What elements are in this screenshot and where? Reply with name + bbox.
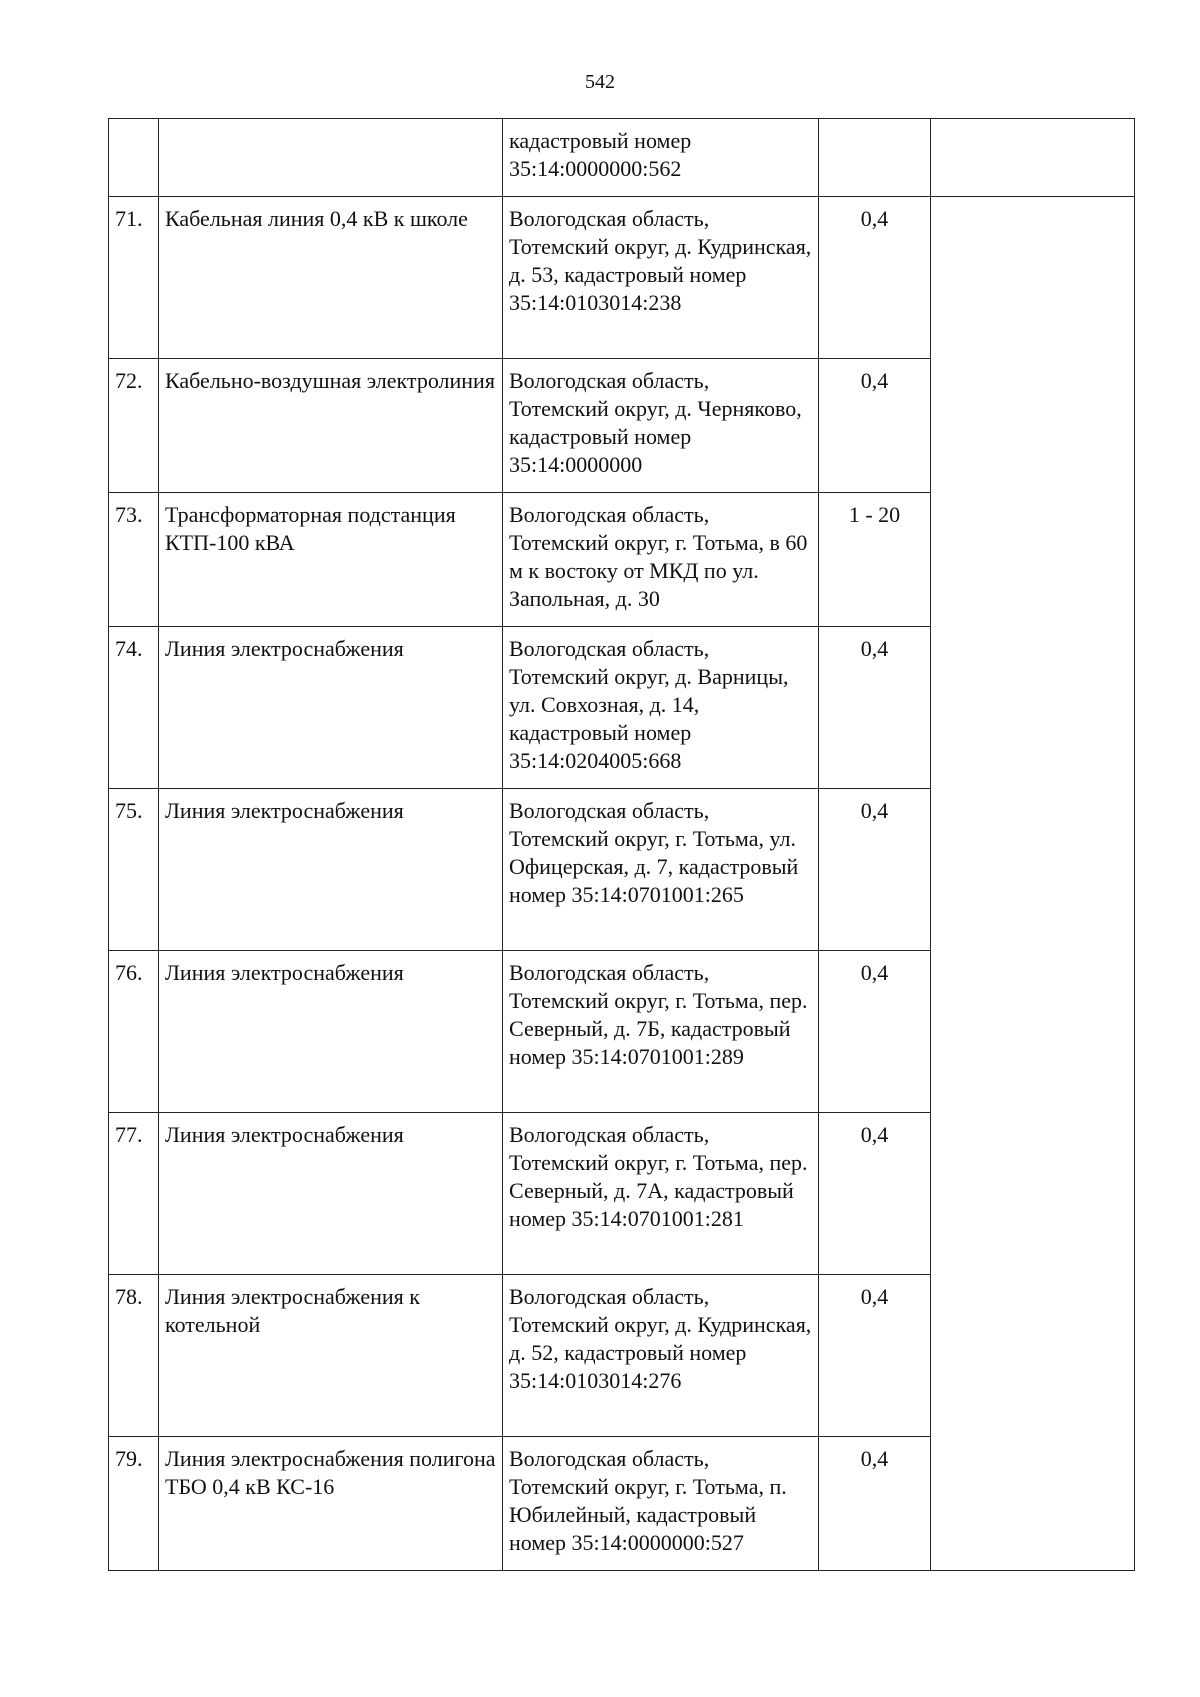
row-number-cell: 76. — [109, 951, 159, 1113]
address-cell: Вологодская область, Тотемский округ, г. Тотьма, в 60 м к востоку от МКД по ул. Запольная, д. 30 — [503, 493, 819, 627]
row-number-cell: 79. — [109, 1437, 159, 1571]
object-name-cell: Кабельно-воздушная электролиния — [159, 359, 503, 493]
object-name-cell — [159, 119, 503, 197]
address-cell: Вологодская область, Тотемский округ, г. Тотьма, п. Юбилейный, кадастровый номер 35:14:0000000:527 — [503, 1437, 819, 1571]
row-number-cell: 78. — [109, 1275, 159, 1437]
voltage-cell: 0,4 — [819, 197, 931, 359]
voltage-cell: 0,4 — [819, 359, 931, 493]
object-name-cell: Линия электроснабжения к котельной — [159, 1275, 503, 1437]
object-name-cell: Кабельная линия 0,4 кВ к школе — [159, 197, 503, 359]
object-name-cell: Линия электроснабжения — [159, 1113, 503, 1275]
address-cell: Вологодская область, Тотемский округ, г. Тотьма, пер. Северный, д. 7А, кадастровый номер 35:14:0701001:281 — [503, 1113, 819, 1275]
address-cell: Вологодская область, Тотемский округ, д. Черняково, кадастровый номер 35:14:0000000 — [503, 359, 819, 493]
voltage-cell: 0,4 — [819, 1275, 931, 1437]
voltage-cell: 0,4 — [819, 627, 931, 789]
table-row — [109, 197, 1135, 359]
object-name-cell: Линия электроснабжения — [159, 789, 503, 951]
notes-cell — [931, 197, 1135, 1571]
voltage-cell — [819, 119, 931, 197]
object-name-cell: Трансформаторная подстанция КТП-100 кВА — [159, 493, 503, 627]
object-name-cell: Линия электроснабжения полигона ТБО 0,4 кВ КС-16 — [159, 1437, 503, 1571]
address-cell: Вологодская область, Тотемский округ, г. Тотьма, ул. Офицерская, д. 7, кадастровый номер 35:14:0701001:265 — [503, 789, 819, 951]
voltage-cell: 0,4 — [819, 789, 931, 951]
page-number: 542 — [585, 71, 615, 93]
address-cell: Вологодская область, Тотемский округ, д. Кудринская, д. 52, кадастровый номер 35:14:0103014:276 — [503, 1275, 819, 1437]
voltage-cell: 1 - 20 — [819, 493, 931, 627]
object-name-cell: Линия электроснабжения — [159, 951, 503, 1113]
object-name-cell: Линия электроснабжения — [159, 627, 503, 789]
row-number-cell: 71. — [109, 197, 159, 359]
address-cell: кадастровый номер 35:14:0000000:562 — [503, 119, 819, 197]
table-row — [109, 119, 1135, 197]
row-number-cell: 72. — [109, 359, 159, 493]
row-number-cell: 77. — [109, 1113, 159, 1275]
row-number-cell: 75. — [109, 789, 159, 951]
address-cell: Вологодская область, Тотемский округ, г. Тотьма, пер. Северный, д. 7Б, кадастровый номер 35:14:0701001:289 — [503, 951, 819, 1113]
row-number-cell — [109, 119, 159, 197]
row-number-cell: 73. — [109, 493, 159, 627]
voltage-cell: 0,4 — [819, 1113, 931, 1275]
voltage-cell: 0,4 — [819, 951, 931, 1113]
address-cell: Вологодская область, Тотемский округ, д. Варницы, ул. Совхозная, д. 14, кадастровый номер 35:14:0204005:668 — [503, 627, 819, 789]
row-number-cell: 74. — [109, 627, 159, 789]
address-cell: Вологодская область, Тотемский округ, д. Кудринская, д. 53, кадастровый номер 35:14:0103014:238 — [503, 197, 819, 359]
notes-cell — [931, 119, 1135, 197]
voltage-cell: 0,4 — [819, 1437, 931, 1571]
objects-table — [108, 118, 1135, 1571]
